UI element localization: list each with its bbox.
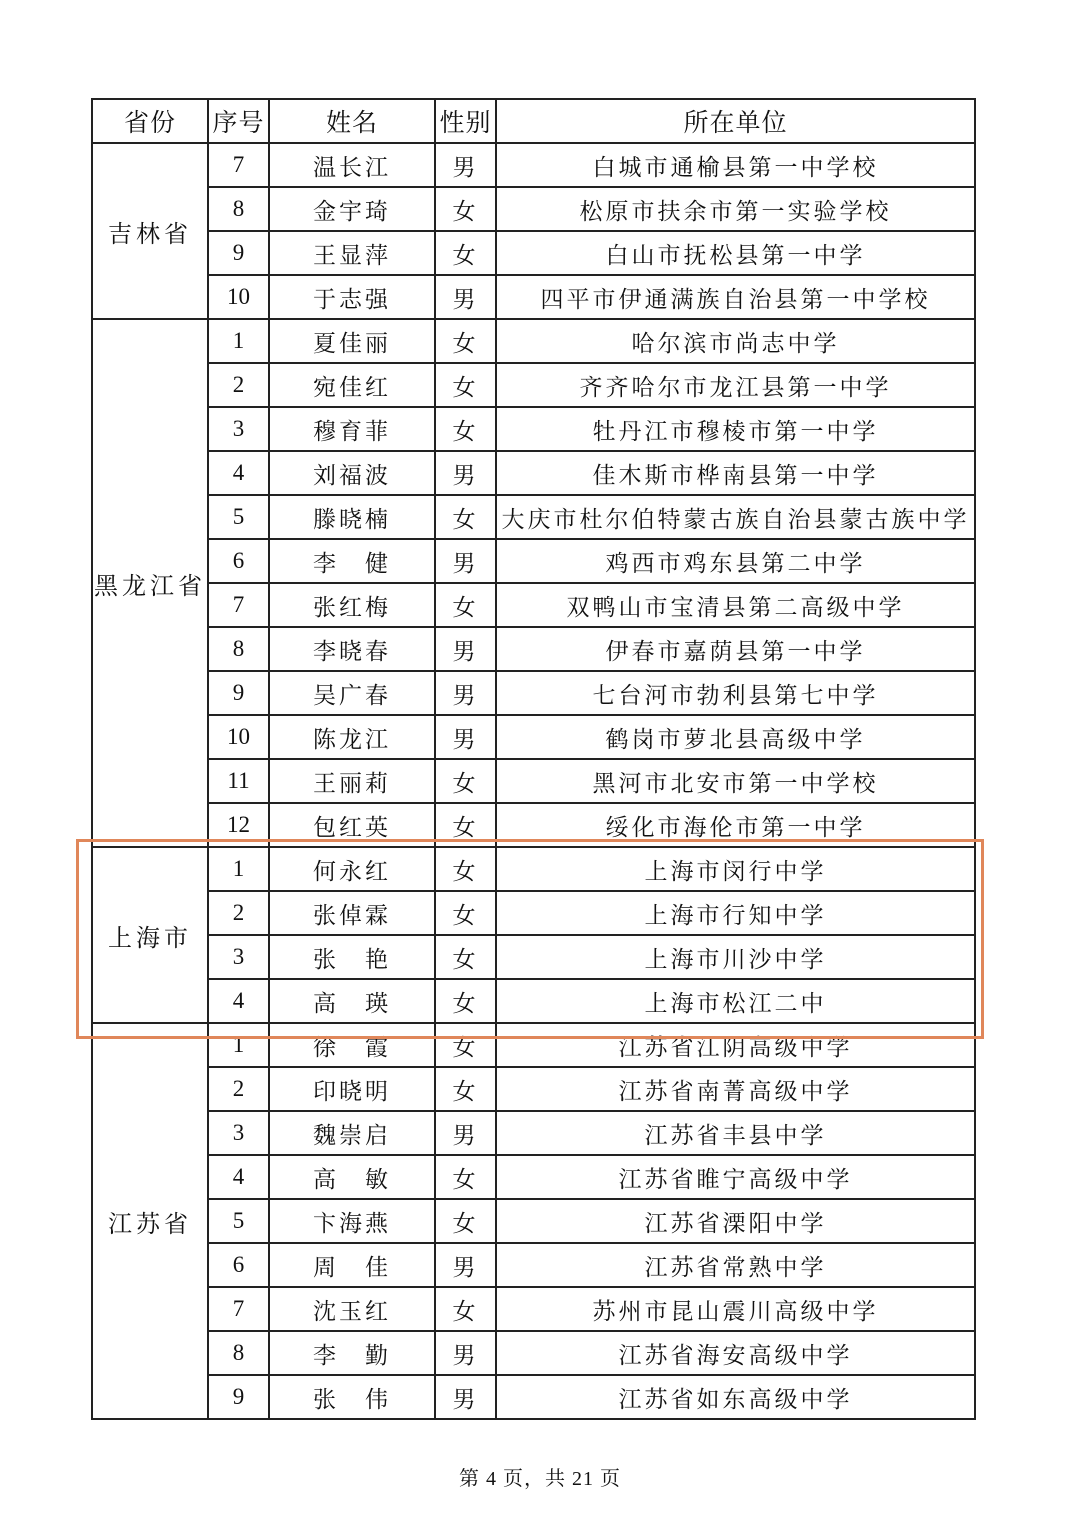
gender-cell: 女 [435, 1199, 496, 1243]
number-cell: 3 [208, 407, 269, 451]
gender-cell: 女 [435, 979, 496, 1023]
unit-cell: 伊春市嘉荫县第一中学 [496, 627, 975, 671]
number-cell: 3 [208, 935, 269, 979]
number-cell: 5 [208, 1199, 269, 1243]
name-cell: 穆育菲 [269, 407, 435, 451]
table-row [92, 803, 975, 847]
name-cell: 何永红 [269, 847, 435, 891]
table-row [92, 1067, 975, 1111]
gender-cell: 男 [435, 275, 496, 319]
number-cell: 11 [208, 759, 269, 803]
name-cell: 王丽莉 [269, 759, 435, 803]
table-row [92, 363, 975, 407]
gender-cell: 男 [435, 627, 496, 671]
name-cell: 张倬霖 [269, 891, 435, 935]
header-unit: 所在单位 [496, 99, 975, 143]
table-row [92, 627, 975, 671]
number-cell: 9 [208, 671, 269, 715]
number-cell: 9 [208, 231, 269, 275]
table-row [92, 1111, 975, 1155]
gender-cell: 男 [435, 1331, 496, 1375]
name-cell: 王显萍 [269, 231, 435, 275]
name-cell: 陈龙江 [269, 715, 435, 759]
unit-cell: 江苏省江阴高级中学 [496, 1023, 975, 1067]
unit-cell: 哈尔滨市尚志中学 [496, 319, 975, 363]
table-row [92, 1331, 975, 1375]
page-footer: 第 4 页，共 21 页 [459, 1468, 621, 1490]
table-row [92, 715, 975, 759]
number-cell: 4 [208, 979, 269, 1023]
table-row [92, 1023, 975, 1067]
table-row [92, 1287, 975, 1331]
province-cell: 上海市 [92, 847, 208, 1023]
unit-cell: 七台河市勃利县第七中学 [496, 671, 975, 715]
gender-cell: 女 [435, 1287, 496, 1331]
name-cell: 张 艳 [269, 935, 435, 979]
table-row [92, 759, 975, 803]
unit-cell: 江苏省溧阳中学 [496, 1199, 975, 1243]
name-cell: 张 伟 [269, 1375, 435, 1419]
name-cell: 滕晓楠 [269, 495, 435, 539]
unit-cell: 大庆市杜尔伯特蒙古族自治县蒙古族中学 [496, 495, 975, 539]
gender-cell: 女 [435, 1067, 496, 1111]
name-cell: 徐 霞 [269, 1023, 435, 1067]
header-row [92, 99, 975, 143]
roster-table [91, 98, 976, 1420]
name-cell: 吴广春 [269, 671, 435, 715]
unit-cell: 黑河市北安市第一中学校 [496, 759, 975, 803]
unit-cell: 江苏省海安高级中学 [496, 1331, 975, 1375]
name-cell: 刘福波 [269, 451, 435, 495]
gender-cell: 女 [435, 583, 496, 627]
table-row [92, 319, 975, 363]
gender-cell: 女 [435, 363, 496, 407]
number-cell: 7 [208, 583, 269, 627]
gender-cell: 男 [435, 143, 496, 187]
number-cell: 6 [208, 539, 269, 583]
number-cell: 9 [208, 1375, 269, 1419]
gender-cell: 女 [435, 935, 496, 979]
name-cell: 李晓春 [269, 627, 435, 671]
header-province: 省份 [92, 99, 208, 143]
number-cell: 10 [208, 715, 269, 759]
header-name: 姓名 [269, 99, 435, 143]
gender-cell: 女 [435, 319, 496, 363]
table-row [92, 1375, 975, 1419]
number-cell: 2 [208, 891, 269, 935]
number-cell: 6 [208, 1243, 269, 1287]
name-cell: 温长江 [269, 143, 435, 187]
unit-cell: 苏州市昆山震川高级中学 [496, 1287, 975, 1331]
province-cell: 江苏省 [92, 1023, 208, 1419]
unit-cell: 鸡西市鸡东县第二中学 [496, 539, 975, 583]
number-cell: 1 [208, 1023, 269, 1067]
table-row [92, 1199, 975, 1243]
name-cell: 宛佳红 [269, 363, 435, 407]
table-row [92, 847, 975, 891]
unit-cell: 上海市行知中学 [496, 891, 975, 935]
gender-cell: 男 [435, 1243, 496, 1287]
gender-cell: 女 [435, 891, 496, 935]
number-cell: 7 [208, 1287, 269, 1331]
name-cell: 夏佳丽 [269, 319, 435, 363]
province-cell: 黑龙江省 [92, 319, 208, 847]
unit-cell: 双鸭山市宝清县第二高级中学 [496, 583, 975, 627]
table-row [92, 583, 975, 627]
name-cell: 周 佳 [269, 1243, 435, 1287]
gender-cell: 女 [435, 1155, 496, 1199]
number-cell: 8 [208, 627, 269, 671]
name-cell: 高 敏 [269, 1155, 435, 1199]
table-row [92, 187, 975, 231]
gender-cell: 女 [435, 231, 496, 275]
table-row [92, 495, 975, 539]
gender-cell: 女 [435, 187, 496, 231]
gender-cell: 女 [435, 1023, 496, 1067]
number-cell: 7 [208, 143, 269, 187]
unit-cell: 松原市扶余市第一实验学校 [496, 187, 975, 231]
number-cell: 10 [208, 275, 269, 319]
number-cell: 8 [208, 187, 269, 231]
unit-cell: 白山市抚松县第一中学 [496, 231, 975, 275]
name-cell: 沈玉红 [269, 1287, 435, 1331]
number-cell: 2 [208, 1067, 269, 1111]
unit-cell: 绥化市海伦市第一中学 [496, 803, 975, 847]
table-row [92, 1243, 975, 1287]
unit-cell: 上海市松江二中 [496, 979, 975, 1023]
unit-cell: 佳木斯市桦南县第一中学 [496, 451, 975, 495]
gender-cell: 女 [435, 495, 496, 539]
unit-cell: 齐齐哈尔市龙江县第一中学 [496, 363, 975, 407]
table-row [92, 143, 975, 187]
gender-cell: 女 [435, 803, 496, 847]
gender-cell: 男 [435, 671, 496, 715]
gender-cell: 男 [435, 1375, 496, 1419]
number-cell: 4 [208, 451, 269, 495]
number-cell: 1 [208, 319, 269, 363]
gender-cell: 女 [435, 407, 496, 451]
name-cell: 卞海燕 [269, 1199, 435, 1243]
gender-cell: 男 [435, 451, 496, 495]
number-cell: 2 [208, 363, 269, 407]
number-cell: 3 [208, 1111, 269, 1155]
number-cell: 4 [208, 1155, 269, 1199]
name-cell: 印晓明 [269, 1067, 435, 1111]
name-cell: 包红英 [269, 803, 435, 847]
unit-cell: 江苏省南菁高级中学 [496, 1067, 975, 1111]
gender-cell: 男 [435, 539, 496, 583]
number-cell: 5 [208, 495, 269, 539]
name-cell: 高 瑛 [269, 979, 435, 1023]
table-row [92, 935, 975, 979]
unit-cell: 四平市伊通满族自治县第一中学校 [496, 275, 975, 319]
name-cell: 李 健 [269, 539, 435, 583]
unit-cell: 江苏省丰县中学 [496, 1111, 975, 1155]
gender-cell: 男 [435, 1111, 496, 1155]
name-cell: 李 勤 [269, 1331, 435, 1375]
table-row [92, 451, 975, 495]
unit-cell: 鹤岗市萝北县高级中学 [496, 715, 975, 759]
gender-cell: 女 [435, 759, 496, 803]
unit-cell: 牡丹江市穆棱市第一中学 [496, 407, 975, 451]
unit-cell: 江苏省常熟中学 [496, 1243, 975, 1287]
number-cell: 8 [208, 1331, 269, 1375]
table-row [92, 1155, 975, 1199]
unit-cell: 上海市川沙中学 [496, 935, 975, 979]
name-cell: 张红梅 [269, 583, 435, 627]
unit-cell: 江苏省睢宁高级中学 [496, 1155, 975, 1199]
unit-cell: 江苏省如东高级中学 [496, 1375, 975, 1419]
table-row [92, 231, 975, 275]
number-cell: 12 [208, 803, 269, 847]
number-cell: 1 [208, 847, 269, 891]
table-row [92, 671, 975, 715]
province-cell: 吉林省 [92, 143, 208, 319]
header-gender: 性别 [435, 99, 496, 143]
name-cell: 金宇琦 [269, 187, 435, 231]
name-cell: 于志强 [269, 275, 435, 319]
header-number: 序号 [208, 99, 269, 143]
table-row [92, 275, 975, 319]
gender-cell: 男 [435, 715, 496, 759]
name-cell: 魏崇启 [269, 1111, 435, 1155]
unit-cell: 上海市闵行中学 [496, 847, 975, 891]
table-row [92, 979, 975, 1023]
table-row [92, 539, 975, 583]
gender-cell: 女 [435, 847, 496, 891]
unit-cell: 白城市通榆县第一中学校 [496, 143, 975, 187]
table-row [92, 891, 975, 935]
table-row [92, 407, 975, 451]
roster-body [92, 143, 975, 1419]
